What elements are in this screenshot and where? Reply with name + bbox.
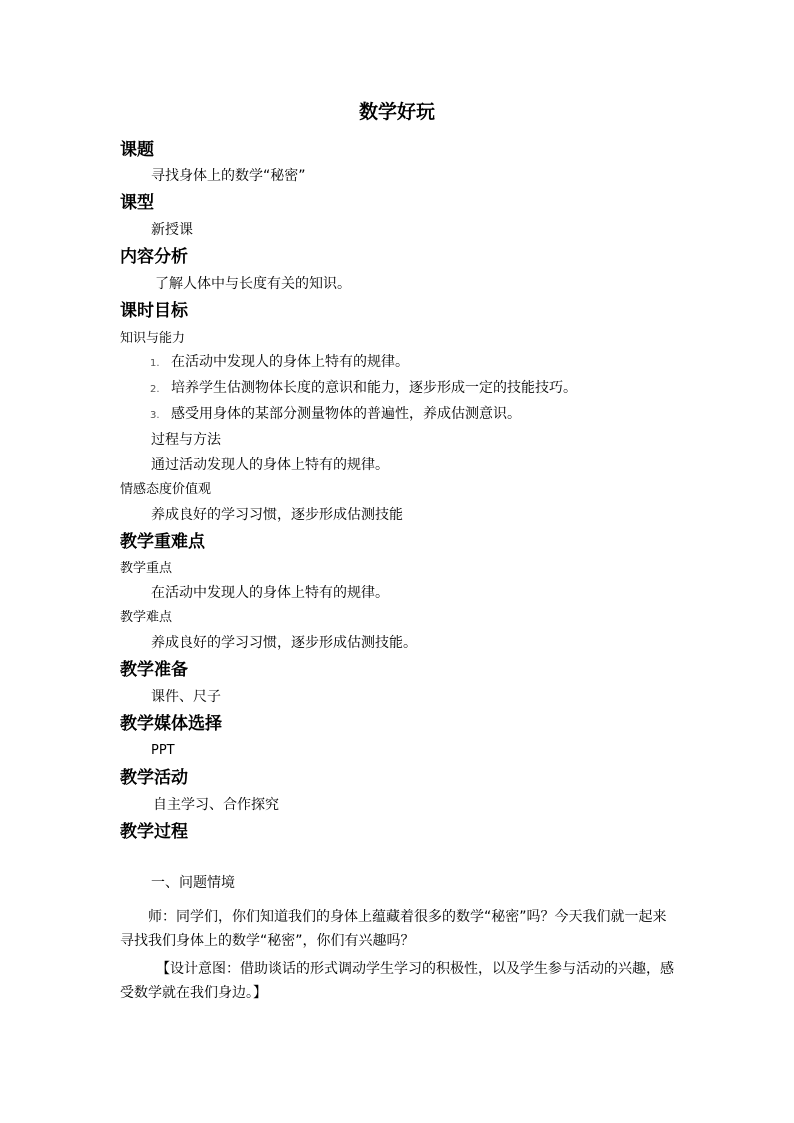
design-note: 【设计意图：借助谈话的形式调动学生学习的积极性，以及学生参与活动的兴趣，感受数学就在我们身边。】 [120,961,674,1001]
heading-objectives: 课时目标 [120,301,188,321]
heading-media: 教学媒体选择 [120,714,222,734]
heading-content-analysis: 内容分析 [120,247,188,267]
objective-item-2 [150,378,577,400]
objective-item-3 [150,404,521,426]
label-emotion-attitude: 情感态度价值观 [120,482,212,497]
label-teaching-difficulty: 教学难点 [120,610,173,625]
objective-item-1 [150,352,409,374]
heading-activities: 教学活动 [120,768,188,788]
list-number: 3. [150,410,160,421]
heading-preparation: 教学准备 [120,660,188,680]
process-method-content: 通过活动发现人的身体上特有的规律。 [151,457,389,473]
activities-content: 自主学习、合作探究 [153,797,279,813]
label-knowledge-ability: 知识与能力 [120,331,186,346]
list-number: 2. [150,384,160,395]
heading-topic: 课题 [120,140,154,160]
list-item-text: 在活动中发现人的身体上特有的规律。 [171,354,409,370]
document-title: 数学好玩 [358,101,435,123]
heading-key-points: 教学重难点 [120,532,205,552]
part1-title: 一、问题情境 [151,875,235,891]
preparation-content: 课件、尺子 [151,689,221,705]
topic-content: 寻找身体上的数学“秘密” [151,168,306,184]
label-teaching-focus: 教学重点 [120,561,173,576]
emotion-attitude-content: 养成良好的学习习惯，逐步形成估测技能 [151,507,403,523]
list-number: 1. [150,358,160,369]
teaching-focus-content: 在活动中发现人的身体上特有的规律。 [151,585,389,601]
label-process-method: 过程与方法 [151,432,221,448]
paragraph-1: 师：同学们，你们知道我们的身体上蕴藏着很多的数学“秘密”吗？今天我们就一起来寻找我们身体上的数学“秘密”，你们有兴趣吗？ [120,909,667,949]
list-item-text: 感受用身体的某部分测量物体的普遍性，养成估测意识。 [171,406,521,422]
list-item-text: 培养学生估测物体长度的意识和能力，逐步形成一定的技能技巧。 [171,380,577,396]
content-analysis-text: 了解人体中与长度有关的知识。 [155,276,351,292]
heading-teaching-process: 教学过程 [120,822,188,842]
heading-lesson-type: 课型 [120,193,154,213]
teaching-difficulty-content: 养成良好的学习习惯，逐步形成估测技能。 [151,635,417,651]
lesson-type-content: 新授课 [151,222,193,238]
media-content: PPT [151,743,175,758]
